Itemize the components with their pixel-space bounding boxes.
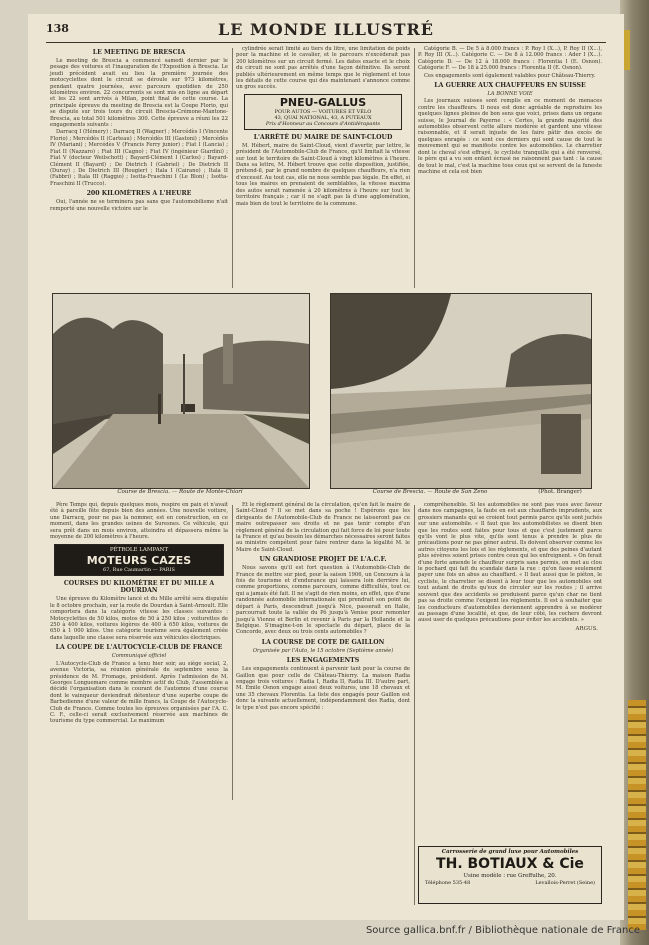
page-number: 138 — [46, 22, 69, 35]
headline: LA GUERRE AUX CHAUFFEURS EN SUISSE — [434, 82, 586, 90]
headline: COURSES DU KILOMÈTRE ET DU MILLE A DOURDAN — [63, 580, 215, 595]
page-header — [46, 20, 606, 43]
paragraph: Et le règlement général de la circulation, qu'en fait le maire de Saint-Cloud ? Il se met dans sa poche ! Espérons que les dirigeants de l'Automobile-Club de France ne laisseront pas ce maire outrepasser ses droits et ne pas tenir compte d'un règlement général de la circulation qui fait force de loi pour toute la France et qu'au besoin les démarches nécessaires seront faites au ministre compétent pour faire rentrer dans la légalité M. le Maire de Saint-Cloud. — [236, 502, 410, 553]
paragraph: Les engagements continuent à parvenir tant pour la course de Gaillon que pour celle de Château-Thierry. La maison Radia engage trois voitures : Radia I, Radia II, Radia III. D'autre part, M. Émile Osnon engage aussi deux voitures, une 18 chevaux et une 35 chevaux Florentia. La liste des engagés pour Gaillon est donc la suivante actuellement, indépendamment des Radia, dont le type n'est pas encore spécifié : — [236, 666, 410, 711]
photo-caption: Course de Brescia. — Route de San Zeno — [372, 489, 488, 495]
paragraph: Le meeting de Brescia a commencé samedi dernier par le pesage des voitures et l'inauguration de l'Exposition à Brescia. Le jeudi précédent avait eu lieu la première journée des motocyclettes dont le circuit se déroule sur 973 kilomètres, pendant quatre journées, avec parcours quotidien de 250 kilomètres environ. 22 concurrents se sont mis en ligne au départ et les 22 sont arrivés à Milan, point final de cette course. La principale épreuve du meeting de Brescia est la Coupe Florio, qui se dispute sur trois tours du circuit Brescia-Crémone-Mantone-Brescia, au total 501 kilomètres 300. Cette épreuve a réuni les 22 engagements suivants : — [50, 58, 228, 129]
page-edge-tabs — [628, 700, 646, 930]
article-dourdan — [50, 502, 228, 726]
column-divider — [232, 48, 233, 288]
ad-text: Carrosserie de grand luxe pour Automobiles — [441, 849, 579, 855]
article-acf — [236, 502, 410, 712]
photo-road-scene — [53, 294, 309, 488]
subheadline: LA BONNE VOIE — [487, 91, 533, 98]
ad-text: Téléphone 535-48 — [425, 880, 471, 886]
signature: ARGUS. — [575, 625, 598, 632]
photo-road-scene — [331, 294, 591, 488]
ad-text: PÉTROLE LAMPANT — [109, 547, 169, 554]
column-divider — [232, 505, 233, 800]
ad-text: Levallois-Perret (Seine) — [535, 880, 595, 886]
ad-botiaux — [418, 846, 602, 904]
article-suisse — [418, 46, 602, 176]
entries-list: Darracq I (Hémery) ; Darracq II (Wagner) ; Mercédès I (Vincente Florio) ; Mercédès II (Carteau) ; Mercédès III (Gastoni) ; Mercédès IV (Mariani) ; Mercédès V (Francis Ferry junior) ; Fiat I (Lancia) ; Fiat II (Nazzaro) ; Fiat III (Cagno) ; Fiat IV (ingénieur Giardini) ; Fiat V (docteur Weilschott) ; Bayard-Clément I (Carlos) ; Bayard-Clément II (Bayard) ; De Dietrich I (Gabriel) ; De Dietrich II (Duray) ; De Dietrich III (Rougier) ; Itala I (Cairano) ; Itala II (Fabbri) ; Itala III (Raggio) ; Isotta-Fraschini I (Le Blon) ; Isotta-Fraschini II (Trucco). — [50, 129, 228, 187]
ad-title: PNEU-GALLUS — [279, 95, 367, 109]
subheadline: Communiqué officiel — [111, 653, 167, 660]
headline: 200 KILOMÈTRES A L'HEURE — [86, 190, 192, 198]
source-credit: Source gallica.bnf.fr / Bibliothèque nationale de France — [365, 925, 640, 936]
paragraph: cylindrée serait limité au tiers du litre, une limitation de poids pour la machine et le cavalier, et le parcours n'excéderait pas 200 kilomètres sur un circuit fermé. Les dates exacte et le choix du circuit ne sont pas arrêtés d'une façon définitive. Ils seront publiés ultérieurement en même temps que le règlement et tous les détails de cette course qui dès maintenant s'annonce comme un gros succès. — [236, 46, 410, 91]
ad-text: 67, Rue Caumartin — PARIS — [103, 567, 175, 574]
article-saint-cloud — [236, 46, 410, 208]
photo-caption: Course de Brescia. — Route de Monte-Chiari — [117, 489, 243, 495]
headline: L'ARRÊTÉ DU MAIRE DE SAINT-CLOUD — [253, 133, 393, 141]
headline: LE MEETING DE BRESCIA — [92, 49, 186, 56]
ad-text: POUR AUTOS — VOITURES ET VÉLO — [274, 108, 372, 115]
headline: LA COUPE DE L'AUTOCYCLE-CLUB DE FRANCE — [55, 644, 223, 652]
photo-monte-chiari — [52, 293, 310, 489]
ad-pneu-gallus — [244, 94, 402, 130]
headline: LA COURSE DE COTE DE GAILLON — [261, 638, 385, 646]
article-brescia — [50, 46, 228, 213]
headline: UN GRANDIOSE PROJET DE L'A.C.F. — [259, 556, 387, 564]
entries-list: Catégorie B. — De 5 à 8.000 francs : P. Roy I (X...), P. Roy II (X...), P. Roy III (X...). Catégorie C. — De 8 à 12.000 francs : Ader I (X...). Catégorie D. — De 12 à 18.000 francs : Florentia I (E. Osnon). Catégorie F. — De 18 à 25.000 francs : Florentia II (E. Osnon). — [418, 46, 602, 72]
paragraph: Les journaux suisses sont remplis en ce moment de menaces contre les chauffeurs. Il nous est donc agréable de reproduire les quelques lignes pleines de bon sens que voici, prises dans un organe suisse, le Journal de Payerne : « Certes, la grande majorité des automobiles observent cette allure modérée et gardent une vitesse raisonnable, et il serait injuste de les faire pâtir des excès de quelques enragés : ce sont ces derniers qui sont cause de tout le mouvement qui se manifeste contre les automobiles. Le charretier dont le cheval s'est effrayé, le cycliste tranquille qui a été renversé, le père qui a vu son enfant écrasé ne raisonnent pas tant : la cause de tout le mal, c'est la machine tous ceux qui se servent de la funeste machine et cela est bien — [418, 98, 602, 175]
column-divider — [414, 48, 415, 288]
article-suisse-cont — [418, 502, 602, 632]
ad-text: 43, QUAI NATIONAL, 43, A PUTEAUX — [274, 114, 372, 121]
paragraph: Ces engagements sont également valables pour Château-Thierry. — [424, 72, 596, 79]
paragraph: compréhensible. Si les automobiles ne sont pas vues avec faveur dans nos campagnes, la faute en est aux chauffards imprudents, aux grossiers manants qui se croient tout permis parce qu'ils sont juchés sur une automobile. « Il faut que les automobilistes se disent bien que les routes sont faites pour tous et que c'est justement parce qu'ils vont le plus vite, qu'ils sont tenus à prendre le plus de précautions pour ne pas gêner autrui. Ils doivent observer comme les autres citoyens les lois et les règlements, et que des peines d'autant plus sévères soient prises contre ceux qui les enfreignent. « On ferait d'une forte amende le chauffeur surpris sans permis, on met au clou le pochard qui fait du scandale dans la rue : qu'on fasse seulement payer une fois un abus au chauffard. « Il faut aussi que le piéton, le cycliste, le charretier se disent à leur tour que les automobiles ont tout autant de droits qu'eux de circuler sur les routes ; il arrive souvent que des accidents se produisent parce qu'un char ne tient pas sa droite comme l'exigent les règlements. Il est à souhaiter que les conducteurs d'automobiles deviennent apprendre à se modérer au passage d'une localité, et que, de leur côté, les cochers devront aussi user de quelques précautions pour éviter les accidents. » — [418, 502, 602, 624]
ad-title: TH. BOTIAUX & Cie — [436, 856, 584, 872]
ad-title: MOTEURS CAZES — [86, 554, 192, 568]
photo-credit: (Phot. Branger) — [538, 489, 582, 495]
ad-moteurs-cazes — [54, 544, 224, 576]
paragraph: Oui, l'année ne se terminera pas sans que l'automobilisme n'ait remporté une nouvelle victoire sur le — [50, 199, 228, 212]
subheadline: Organisée par l'Auto, le 15 octobre (Septième année) — [252, 647, 394, 654]
paragraph: M. Hébert, maire de Saint-Cloud, vient d'avertir, par lettre, le président de l'Automobile-Club de France, qu'il limitait la vitesse sur tout le territoire de Saint-Cloud à vingt kilomètres à l'heure. Dans sa lettre, M. Hébert trouve que cette disposition, justifiée, prétend-il, par le grand nombre de quelques chauffeurs, n'a rien d'excessif. Au tout cas, elle ne nous semble pas légale. En effet, si tous les maires en prenaient de semblables, la vitesse maxima des autos serait ramenée à 20 kilomètres à l'heure sur tout le territoire français ; car il ne s'agit pas là d'une agglomération, mais bien de tout le territoire de la commune. — [236, 142, 410, 207]
paragraph: Nous savons qu'il est fort question à l'Automobile-Club de France de mettre sur pied, pour la saison 1906, un Concours à la fois de tourisme et d'endurance qui laissera loin derrière lui, comme proportions, comme parcours, comme difficultés, tout ce qui a jamais été fait. Il ne s'agit de rien moins, en effet, que d'une randonnée automobile internationale qui prendrait son point de départ à Paris, descendrait jusqu'à Nice, passerait en Italie, parcourrait toute la vallée du Pô jusqu'à Venise pour remonter jusqu'à Vienne et Berlin et revenir à Paris par la Hollande et la Belgique. S'imagine-t-on le spectacle du départ, place de la Concorde, avec deux ou trois cents automobiles ? — [236, 565, 410, 636]
paragraph: Une épreuve du Kilomètre lancé et du Mille arrêté sera disputée le 8 octobre prochain, sur la route de Dourdan à Saint-Arnoult. Elle comportera dans la catégorie vitesse les classes suivantes : Motocyclettes de 50 kilos, motos de 50 à 250 kilos ; voiturettes de 250 à 400 kilos, voitures légères de 400 à 650 kilos, voitures de 650 à 1 000 kilos. Une catégorie tourisme sera également créée dans laquelle une classe sera réservée aux véhicules électriques. — [50, 596, 228, 641]
headline: LES ENGAGEMENTS — [286, 657, 360, 665]
column-divider — [414, 505, 415, 905]
ad-text: Prix d'Honneur au Concours d'Antidérapants — [265, 120, 381, 127]
paragraph: L'Autocycle-Club de France a tenu hier soir, au siège social, 2, avenue Victoria, sa réunion générale de septembre sous la présidence de M. Fromage, président. Après l'admission de M. Georges Longuemare comme membre actif du Club, l'assemblée a décidé l'organisation dans le courant de l'automne d'une course dont le vainqueur deviendrait détenteur d'une superbe coupe de Barbedienne d'une valeur de mille francs, la Coupe de l'Autocycle-Club de France. Comme toutes les épreuves organisées par l'A. C. C. F., celle-ci serait exclusivement réservée aux machines de tourisme du type commercial. Le maximum — [50, 660, 228, 725]
ad-text: Usine modèle : rue Greffulhe, 20. — [463, 873, 557, 879]
photo-san-zeno — [330, 293, 592, 489]
masthead: LE MONDE ILLUSTRÉ — [218, 20, 434, 39]
paragraph: Père Temps qui, depuis quelques mois, respire en paix et n'avait été à pareille fête depuis bien des années. Une nouvelle voiture, une Darracq, pour ne pas la nommer, est en construction, en ce moment, dans les grandes usines de Suresnes. Ce véhicule, qui sera prêt dans un mois environ, atteindra et dépassera même la moyenne de 200 kilomètres à l'heure. — [50, 502, 228, 541]
